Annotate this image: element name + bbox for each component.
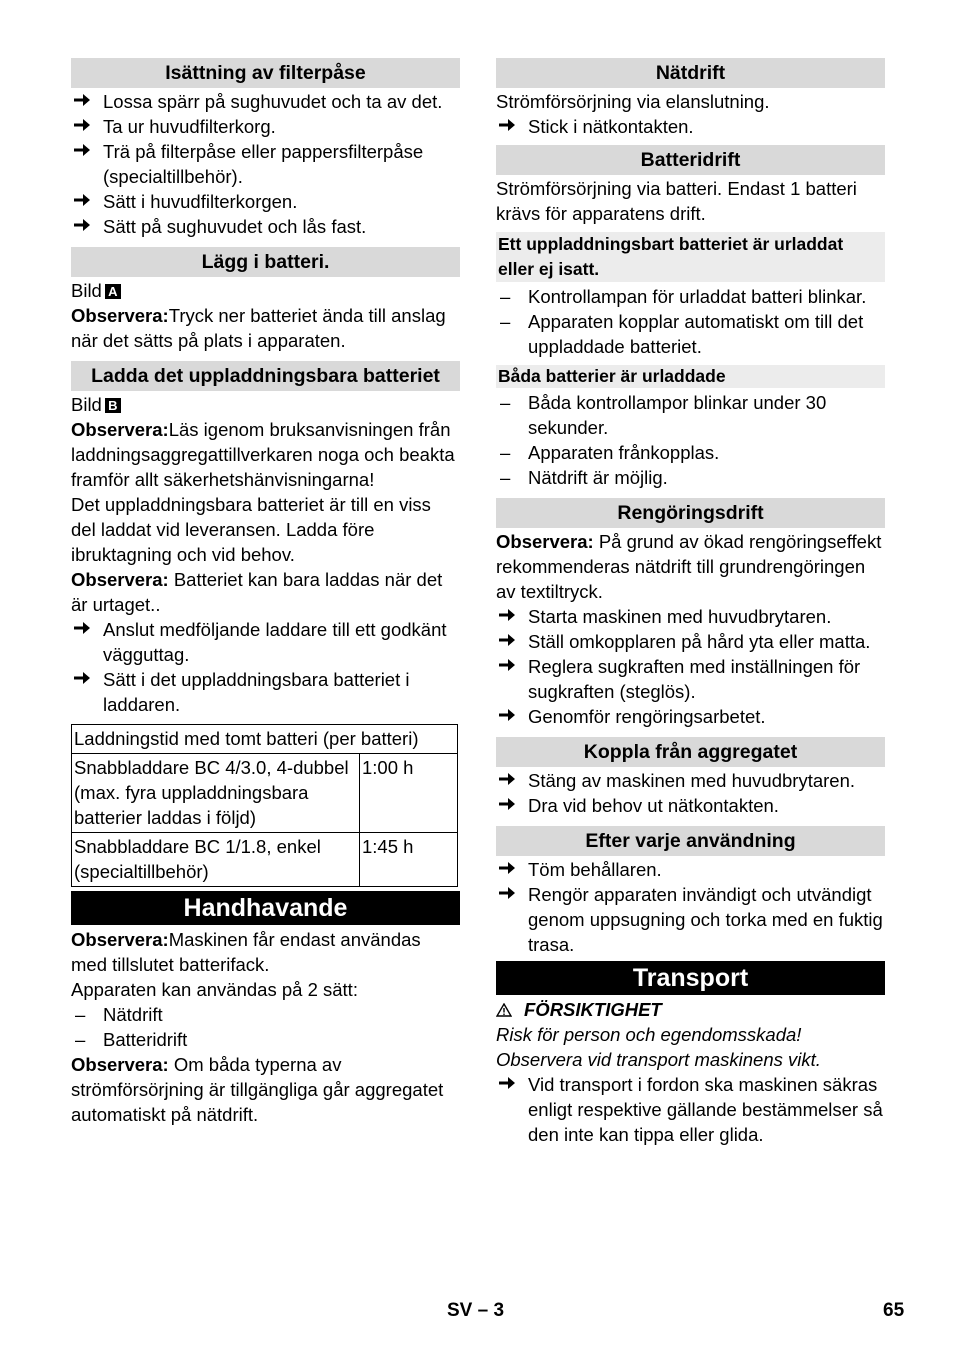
list-item: Lossa spärr på sughuvudet och ta av det. xyxy=(71,89,460,114)
table-header-row xyxy=(72,725,458,754)
warning-triangle-icon xyxy=(496,997,524,1022)
heading-insert-battery: Lägg i batteri. xyxy=(71,247,460,277)
list-item: Dra vid behov ut nätkontakten. xyxy=(496,793,885,818)
heading-mains-operation: Nätdrift xyxy=(496,58,885,88)
list-item: Genomför rengöringsarbetet. xyxy=(496,704,885,729)
arrow-right-icon xyxy=(73,667,91,692)
list-item: Stäng av maskinen med huvudbrytaren. xyxy=(496,768,885,793)
list-item: – Apparaten kopplar automatiskt om till det uppladdade batteriet. xyxy=(500,311,864,357)
figure-ref: Bild B xyxy=(71,392,460,417)
after-use-steps xyxy=(496,857,885,957)
table-cell-time: 1:45 h xyxy=(360,833,458,887)
list-item: Sätt i det uppladdningsbara batteriet i laddaren. xyxy=(71,667,460,717)
note: Observera:Maskinen får endast användas med tillslutet batterifack. xyxy=(71,929,421,975)
paragraph: Apparaten kan användas på 2 sätt: xyxy=(71,979,358,1000)
subheading-both-empty: Båda batterier är urladdade xyxy=(496,365,885,388)
arrow-right-icon xyxy=(498,882,516,907)
arrow-right-icon xyxy=(73,89,91,114)
warning-text: Risk för person och egendomsskada! Observera vid transport maskinens vikt. xyxy=(496,1024,821,1070)
heading-cleaning-operation: Rengöringsdrift xyxy=(496,498,885,528)
arrow-right-icon xyxy=(498,629,516,654)
heading-filter-bag: Isättning av filterpåse xyxy=(71,58,460,88)
list-item: – Apparaten frånkopplas. xyxy=(500,442,720,463)
both-empty-items xyxy=(496,390,885,490)
paragraph: Det uppladdningsbara batteriet är till en viss del laddat vid leveransen. Ladda före ibruktagning och vid behov. xyxy=(71,494,431,565)
paragraph: Strömförsörjning via elanslutning. xyxy=(496,91,770,112)
heading-operation: Handhavande xyxy=(71,891,460,925)
arrow-right-icon xyxy=(73,139,91,164)
list-item: Vid transport i fordon ska maskinen säkras enligt respektive gällande bestämmelser så den inte kan tippa eller glida. xyxy=(496,1072,885,1147)
page-number: 65 xyxy=(883,1300,905,1321)
list-item: Sätt i huvudfilterkorgen. xyxy=(71,189,460,214)
table-row xyxy=(72,754,458,833)
operation-modes xyxy=(71,1002,460,1052)
right-column xyxy=(496,58,885,1147)
charge-steps xyxy=(71,617,460,717)
list-item: Starta maskinen med huvudbrytaren. xyxy=(496,604,885,629)
footer-section-label: SV – 3 xyxy=(447,1300,505,1321)
list-item: – Nätdrift xyxy=(75,1004,163,1025)
heading-transport: Transport xyxy=(496,961,885,995)
subheading-battery-empty: Ett uppladdningsbart batteriet är urladdat eller ej isatt. xyxy=(496,232,885,282)
arrow-right-icon xyxy=(73,617,91,642)
arrow-right-icon xyxy=(498,704,516,729)
table-cell-charger: Snabbladdare BC 4/3.0, 4-dubbel (max. fyra uppladdningsbara batterier laddas i följd) xyxy=(72,754,360,833)
charging-time-table xyxy=(71,724,458,887)
arrow-right-icon xyxy=(498,1072,516,1097)
warning-title: FÖRSIKTIGHET xyxy=(496,997,885,1022)
figure-label-a: A xyxy=(105,284,121,299)
list-item: Rengör apparaten invändigt och utvändigt genom uppsugning och torka med en fuktig trasa. xyxy=(496,882,885,957)
arrow-right-icon xyxy=(498,857,516,882)
list-item: Trä på filterpåse eller pappersfilterpåse (specialtillbehör). xyxy=(71,139,460,189)
heading-after-use: Efter varje användning xyxy=(496,826,885,856)
list-item: Sätt på sughuvudet och lås fast. xyxy=(71,214,460,239)
list-item: – Nätdrift är möjlig. xyxy=(500,467,668,488)
list-item: Ställ omkopplaren på hård yta eller matta. xyxy=(496,629,885,654)
figure-label-b: B xyxy=(105,398,121,413)
arrow-right-icon xyxy=(498,793,516,818)
heading-battery-operation: Batteridrift xyxy=(496,145,885,175)
table-row xyxy=(72,833,458,887)
arrow-right-icon xyxy=(498,114,516,139)
figure-ref: Bild A xyxy=(71,278,460,303)
list-item: Reglera sugkraften med inställningen för sugkraften (steglös). xyxy=(496,654,885,704)
list-item: – Kontrollampan för urladdat batteri blinkar. xyxy=(500,286,867,307)
arrow-right-icon xyxy=(73,189,91,214)
disconnect-steps xyxy=(496,768,885,818)
transport-steps xyxy=(496,1072,885,1147)
heading-disconnect: Koppla från aggregatet xyxy=(496,737,885,767)
table-cell-time: 1:00 h xyxy=(360,754,458,833)
heading-charge-battery: Ladda det uppladdningsbara batteriet xyxy=(71,361,460,391)
note: Observera: Om båda typerna av strömförsörjning är tillgängliga går aggregatet automatiskt på nätdrift. xyxy=(71,1054,444,1125)
table-header: Laddningstid med tomt batteri (per batteri) xyxy=(72,725,458,754)
left-column xyxy=(71,58,460,1127)
list-item: – Båda kontrollampor blinkar under 30 sekunder. xyxy=(500,392,827,438)
note: Observera:Läs igenom bruksanvisningen från laddningsaggregattillverkaren noga och beakta framför allt säkerhetshänvisningarna! xyxy=(71,419,455,490)
note: Observera: Batteriet kan bara laddas när det är urtaget.. xyxy=(71,569,443,615)
arrow-right-icon xyxy=(73,114,91,139)
arrow-right-icon xyxy=(73,214,91,239)
table-cell-charger: Snabbladdare BC 1/1.8, enkel (specialtillbehör) xyxy=(72,833,360,887)
arrow-right-icon xyxy=(498,654,516,679)
list-item: Anslut medföljande laddare till ett godkänt vägguttag. xyxy=(71,617,460,667)
cleaning-steps xyxy=(496,604,885,729)
arrow-right-icon xyxy=(498,604,516,629)
battery-empty-items xyxy=(496,284,885,359)
arrow-right-icon xyxy=(498,768,516,793)
paragraph: Strömförsörjning via batteri. Endast 1 batteri krävs för apparatens drift. xyxy=(496,178,857,224)
note: Observera:Tryck ner batteriet ända till anslag när det sätts på plats i apparaten. xyxy=(71,305,446,351)
mains-steps xyxy=(496,114,885,139)
note: Observera: På grund av ökad rengöringseffekt rekommenderas nätdrift till grundrengöringen av textiltryck. xyxy=(496,531,882,602)
filter-bag-steps xyxy=(71,89,460,239)
list-item: Stick i nätkontakten. xyxy=(496,114,885,139)
list-item: – Batteridrift xyxy=(75,1029,188,1050)
list-item: Ta ur huvudfilterkorg. xyxy=(71,114,460,139)
list-item: Töm behållaren. xyxy=(496,857,885,882)
